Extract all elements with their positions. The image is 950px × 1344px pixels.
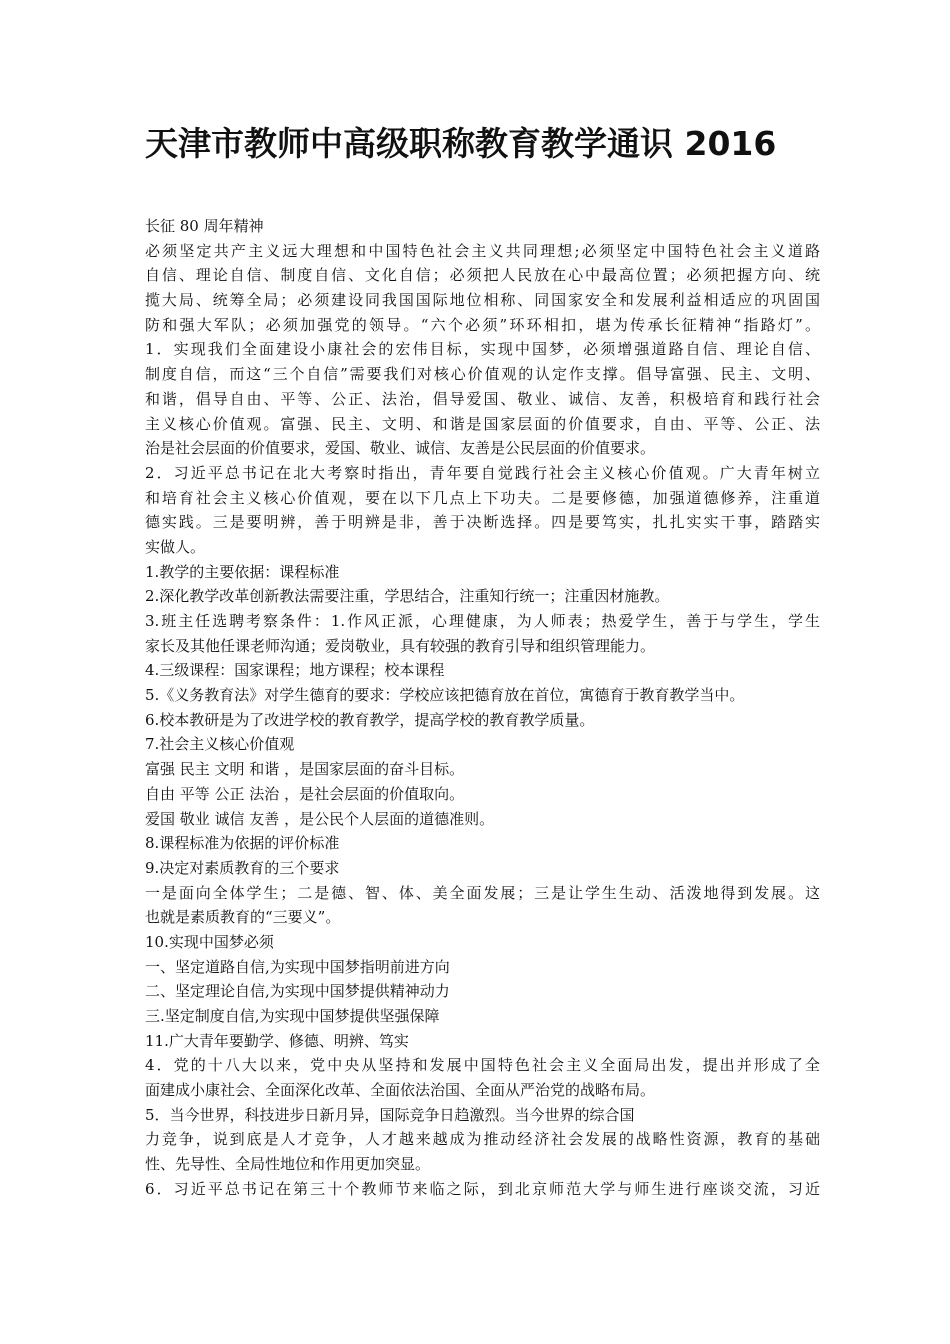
text-line: 也就是素质教育的“三要义”。 <box>145 908 341 927</box>
text-line: 揽大局、统筹全局；必须建设同我国国际地位相称、同国家安全和发展利益相适应的巩固国 <box>145 291 820 310</box>
text-line: 爱国 敬业 诚信 友善 ，是公民个人层面的道德准则。 <box>145 809 495 828</box>
text-line: 自由 平等 公正 法治 ，是社会层面的价值取向。 <box>145 784 465 803</box>
text-line: 面建成小康社会、全面深化改革、全面依法治国、全面从严治党的战略布局。 <box>145 1081 656 1100</box>
text-line: 长征 80 周年精神 <box>145 217 264 235</box>
text-line: 4.三级课程：国家课程；地方课程；校本课程 <box>145 661 445 680</box>
text-line: 11.广大青年要勤学、修德、明辨、笃实 <box>145 1031 409 1050</box>
text-line: 家长及其他任课老师沟通；爱岗敬业，具有较强的教育引导和组织管理能力。 <box>145 636 656 655</box>
text-line: 5.《义务教育法》对学生德育的要求：学校应该把德育放在首位，寓德育于教育教学当中。 <box>145 686 745 705</box>
text-line: 治是社会层面的价值要求，爱国、敬业、诚信、友善是公民层面的价值要求。 <box>145 439 656 458</box>
text-line: 5．当今世界，科技进步日新月异，国际竞争日趋激烈。当今世界的综合国 <box>145 1105 635 1124</box>
text-line: 和谐，倡导自由、平等、公正、法治，倡导爱国、敬业、诚信、友善，积极培育和践行社会 <box>145 389 820 408</box>
text-line: 2．习近平总书记在北大考察时指出，青年要自觉践行社会主义核心价值观。广大青年树立 <box>145 463 820 482</box>
text-line: 二、坚定理论自信,为实现中国梦提供精神动力 <box>145 982 450 1001</box>
text-line: 必须坚定共产主义远大理想和中国特色社会主义共同理想;必须坚定中国特色社会主义道路 <box>145 241 820 260</box>
text-line: 和培育社会主义核心价值观，要在以下几点上下功夫。二是要修德，加强道德修养，注重道 <box>145 488 820 507</box>
text-line: 1．实现我们全面建设小康社会的宏伟目标，实现中国梦，必须增强道路自信、理论自信、 <box>145 340 820 359</box>
text-line: 3.班主任选聘考察条件：1.作风正派，心理健康，为人师表；热爱学生，善于与学生，学生 <box>145 612 820 630</box>
text-line: 9.决定对素质教育的三个要求 <box>145 858 340 877</box>
text-line: 一是面向全体学生；二是德、智、体、美全面发展；三是让学生生动、活泼地得到发展。这 <box>145 883 820 902</box>
text-line: 2.深化教学改革创新教法需要注重，学思结合，注重知行统一；注重因材施教。 <box>145 587 670 606</box>
text-line: 三.坚定制度自信,为实现中国梦提供坚强保障 <box>145 1007 440 1025</box>
text-line: 主义核心价值观。富强、民主、文明、和谐是国家层面的价值要求，自由、平等、公正、法 <box>145 414 820 433</box>
document-title: 天津市教师中高级职称教育教学通识 2016 <box>145 124 777 163</box>
text-line: 性、先导性、全局性地位和作用更加突显。 <box>145 1155 431 1174</box>
text-line: 自信、理论自信、制度自信、文化自信；必须把人民放在心中最高位置；必须把握方向、统 <box>145 266 820 285</box>
text-line: 4．党的十八大以来，党中央从坚持和发展中国特色社会主义全面局出发，提出并形成了全 <box>145 1056 820 1075</box>
text-line: 1.教学的主要依据：课程标准 <box>145 562 340 581</box>
text-line: 8.课程标准为依据的评价标准 <box>145 834 340 853</box>
text-line: 一、坚定道路自信,为实现中国梦指明前进方向 <box>145 957 450 976</box>
text-line: 6．习近平总书记在第三十个教师节来临之际，到北京师范大学与师生进行座谈交流，习近 <box>145 1179 820 1198</box>
document-body <box>145 214 820 1202</box>
text-line: 7.社会主义核心价值观 <box>145 735 295 754</box>
text-line: 6.校本教研是为了改进学校的教育教学，提高学校的教育教学质量。 <box>145 710 595 729</box>
text-line: 制度自信，而这“三个自信”需要我们对核心价值观的认定作支撑。倡导富强、民主、文明、 <box>145 365 820 384</box>
text-line: 实做人。 <box>145 537 206 556</box>
text-line: 富强 民主 文明 和谐 ，是国家层面的奋斗目标。 <box>145 760 465 779</box>
text-line: 防和强大军队；必须加强党的领导。“六个必须”环环相扣，堪为传承长征精神“指路灯”。 <box>145 315 820 334</box>
text-line: 力竞争，说到底是人才竞争，人才越来越成为推动经济社会发展的战略性资源，教育的基础 <box>145 1130 820 1149</box>
text-line: 10.实现中国梦必须 <box>145 932 274 951</box>
text-line: 德实践。三是要明辨，善于明辨是非，善于决断选择。四是要笃实，扎扎实实干事，踏踏实 <box>145 513 820 532</box>
